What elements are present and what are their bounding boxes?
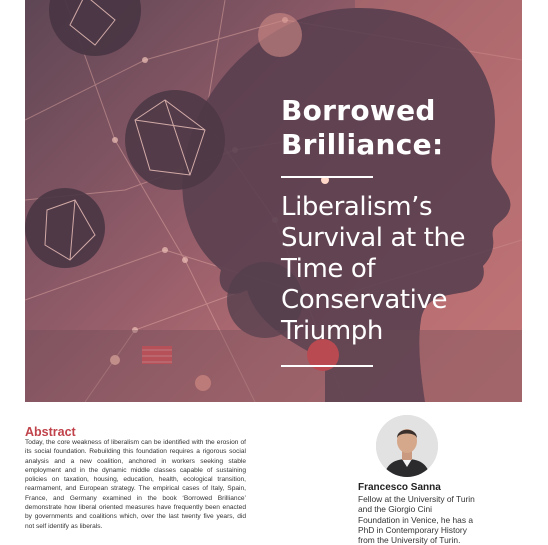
hero-subtitle-line-1: Liberalism’s	[281, 192, 433, 222]
hero-subtitle-line-5: Triumph	[281, 316, 383, 346]
title-divider	[281, 176, 373, 178]
author-photo	[376, 415, 438, 477]
hero-text-block	[281, 94, 517, 367]
hero-subtitle-line-2: Survival at the	[281, 223, 466, 253]
hero-title-line-2: Brilliance:	[281, 128, 444, 161]
hero-subtitle-line-3: Time of	[281, 254, 376, 284]
author-name: Francesco Sanna	[358, 482, 441, 493]
cover-hero	[25, 0, 522, 402]
author-bio: Fellow at the University of Turin and the Giorgio Cini Foundation in Venice, he has a PhD in Contemporary History from the University of Turin.	[358, 494, 475, 545]
hero-title-line-1: Borrowed	[281, 94, 436, 127]
abstract-text: Today, the core weakness of liberalism can be identified with the erosion of its social foundation. Rebuilding this foundation requires a rigorous social analysis and a new coalition, anchored in workers seeking stable employment and in the dynamic middle classes capable of sustaining policies on taxation, housing, education, health, ecological transition, rearmament, and European strategy. The empirical cases of Italy, Spain, France, and Germany examined in the book ‘Borrowed Brilliance’ demonstrate how liberal oriented measures have frequently been enacted by governments and coalitions which, over the last twenty five years, did not self identify as liberals.	[25, 439, 246, 530]
subtitle-divider	[281, 365, 373, 367]
author-portrait-icon	[376, 415, 438, 477]
hero-subtitle-line-4: Conservative	[281, 285, 448, 315]
abstract-heading: Abstract	[25, 425, 76, 439]
